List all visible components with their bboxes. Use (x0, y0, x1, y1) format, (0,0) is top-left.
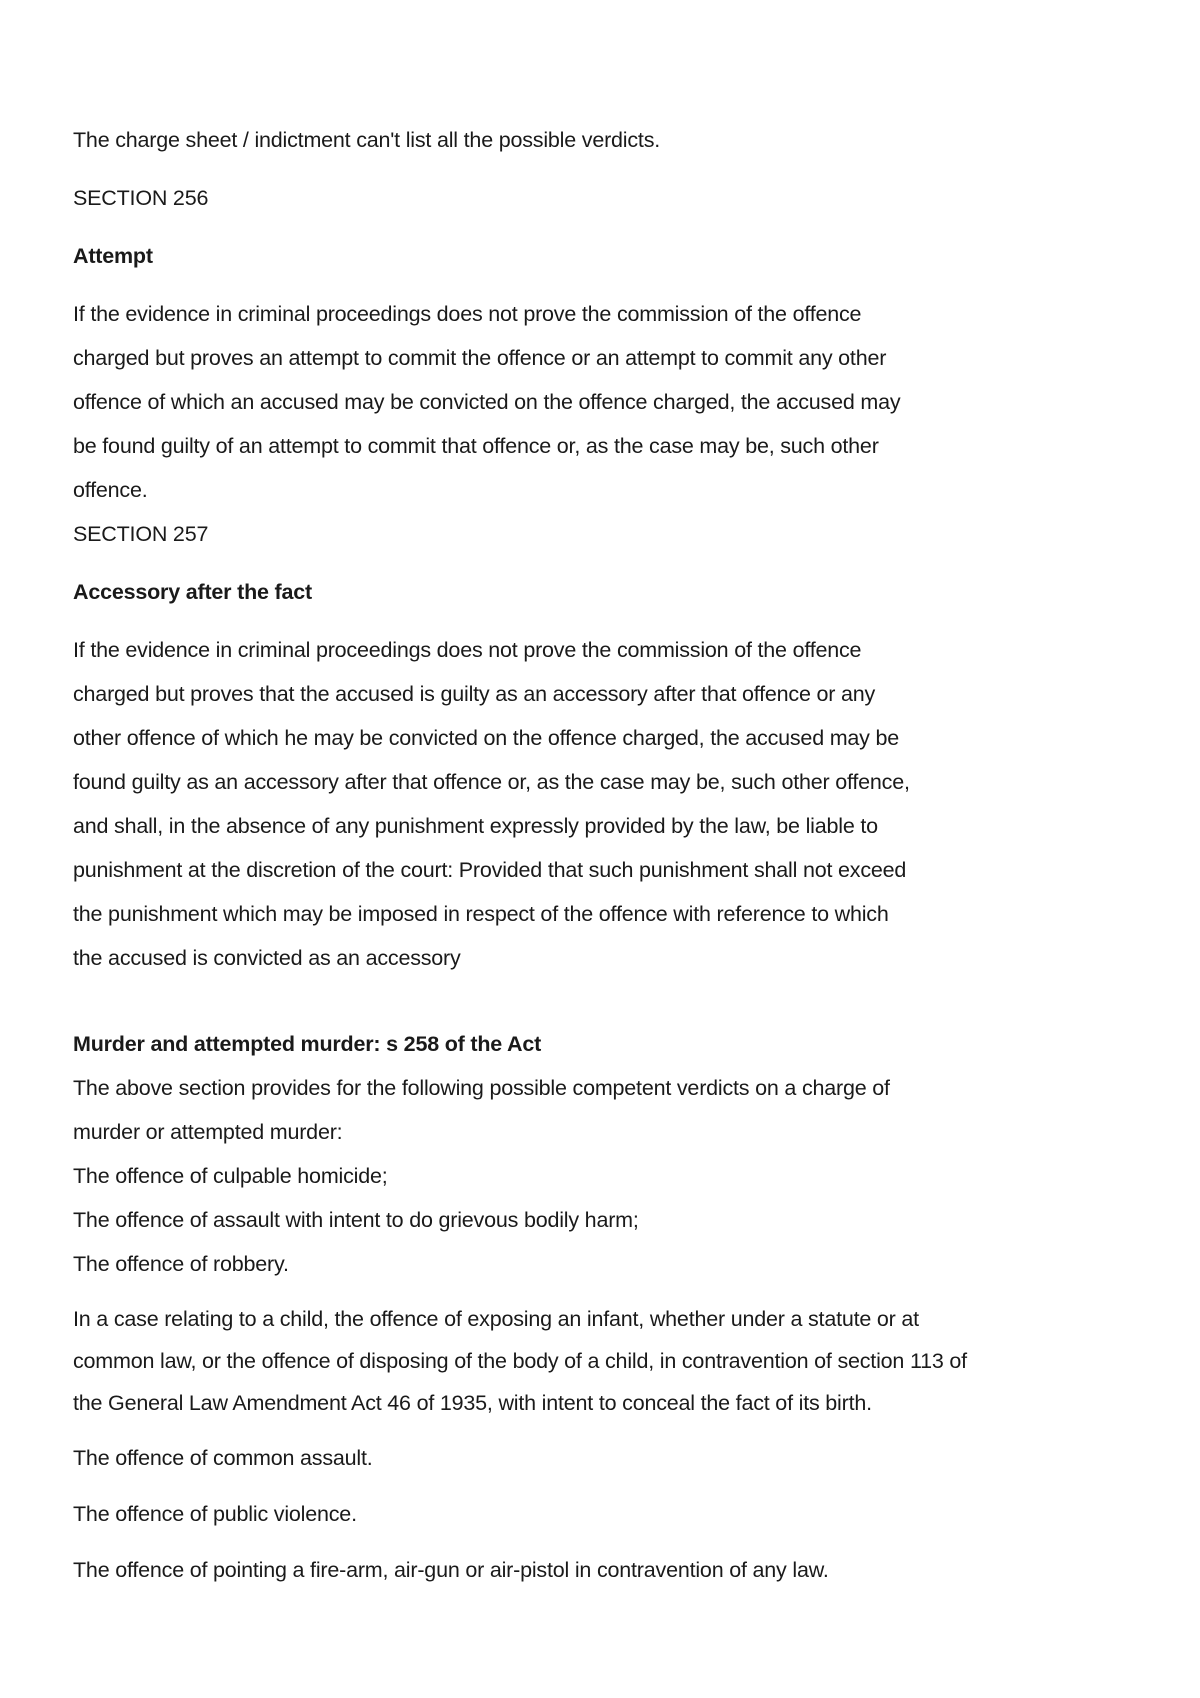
section-258-heading: Murder and attempted murder: s 258 of the Act (73, 1032, 542, 1056)
body-line: charged but proves that the accused is guilty as an accessory after that offence or any (73, 682, 876, 706)
section-258-intro (73, 1066, 1133, 1154)
body-line: The above section provides for the following possible competent verdicts on a charge of (73, 1076, 890, 1100)
public-violence-item: The offence of public violence. (73, 1502, 357, 1526)
section-256-label: SECTION 256 (73, 186, 209, 210)
list-item: The offence of robbery. (73, 1252, 289, 1276)
body-line: murder or attempted murder: (73, 1120, 343, 1144)
intro-text: The charge sheet / indictment can't list all the possible verdicts. (73, 128, 661, 152)
body-line: common law, or the offence of disposing of the body of a child, in contravention of section 113 of (73, 1349, 967, 1373)
section-256-heading: Attempt (73, 244, 153, 268)
body-line: In a case relating to a child, the offence of exposing an infant, whether under a statute or at (73, 1307, 919, 1331)
common-assault-item: The offence of common assault. (73, 1446, 373, 1470)
body-line: the punishment which may be imposed in respect of the offence with reference to which (73, 902, 889, 926)
section-257-label: SECTION 257 (73, 522, 209, 546)
body-line: the General Law Amendment Act 46 of 1935, with intent to conceal the fact of its birth. (73, 1391, 872, 1415)
document-page (73, 118, 1133, 1592)
list-item: The offence of assault with intent to do grievous bodily harm; (73, 1208, 639, 1232)
pointing-firearm-item: The offence of pointing a fire-arm, air-gun or air-pistol in contravention of any law. (73, 1558, 829, 1582)
body-line: If the evidence in criminal proceedings does not prove the commission of the offence (73, 302, 862, 326)
body-line: other offence of which he may be convicted on the offence charged, the accused may be (73, 726, 900, 750)
body-line: offence of which an accused may be convicted on the offence charged, the accused may (73, 390, 901, 414)
section-257-body (73, 628, 1133, 980)
section-256-body (73, 292, 1133, 512)
body-line: If the evidence in criminal proceedings does not prove the commission of the offence (73, 638, 862, 662)
body-line: offence. (73, 478, 148, 502)
body-line: be found guilty of an attempt to commit that offence or, as the case may be, such other (73, 434, 879, 458)
body-line: and shall, in the absence of any punishment expressly provided by the law, be liable to (73, 814, 878, 838)
child-offence-paragraph (73, 1298, 1133, 1424)
body-line: the accused is convicted as an accessory (73, 946, 461, 970)
list-item: The offence of culpable homicide; (73, 1164, 388, 1188)
body-line: charged but proves an attempt to commit the offence or an attempt to commit any other (73, 346, 887, 370)
verdict-list (73, 1154, 1133, 1286)
section-257-heading: Accessory after the fact (73, 580, 312, 604)
body-line: punishment at the discretion of the court: Provided that such punishment shall not exceed (73, 858, 907, 882)
body-line: found guilty as an accessory after that offence or, as the case may be, such other offence, (73, 770, 910, 794)
